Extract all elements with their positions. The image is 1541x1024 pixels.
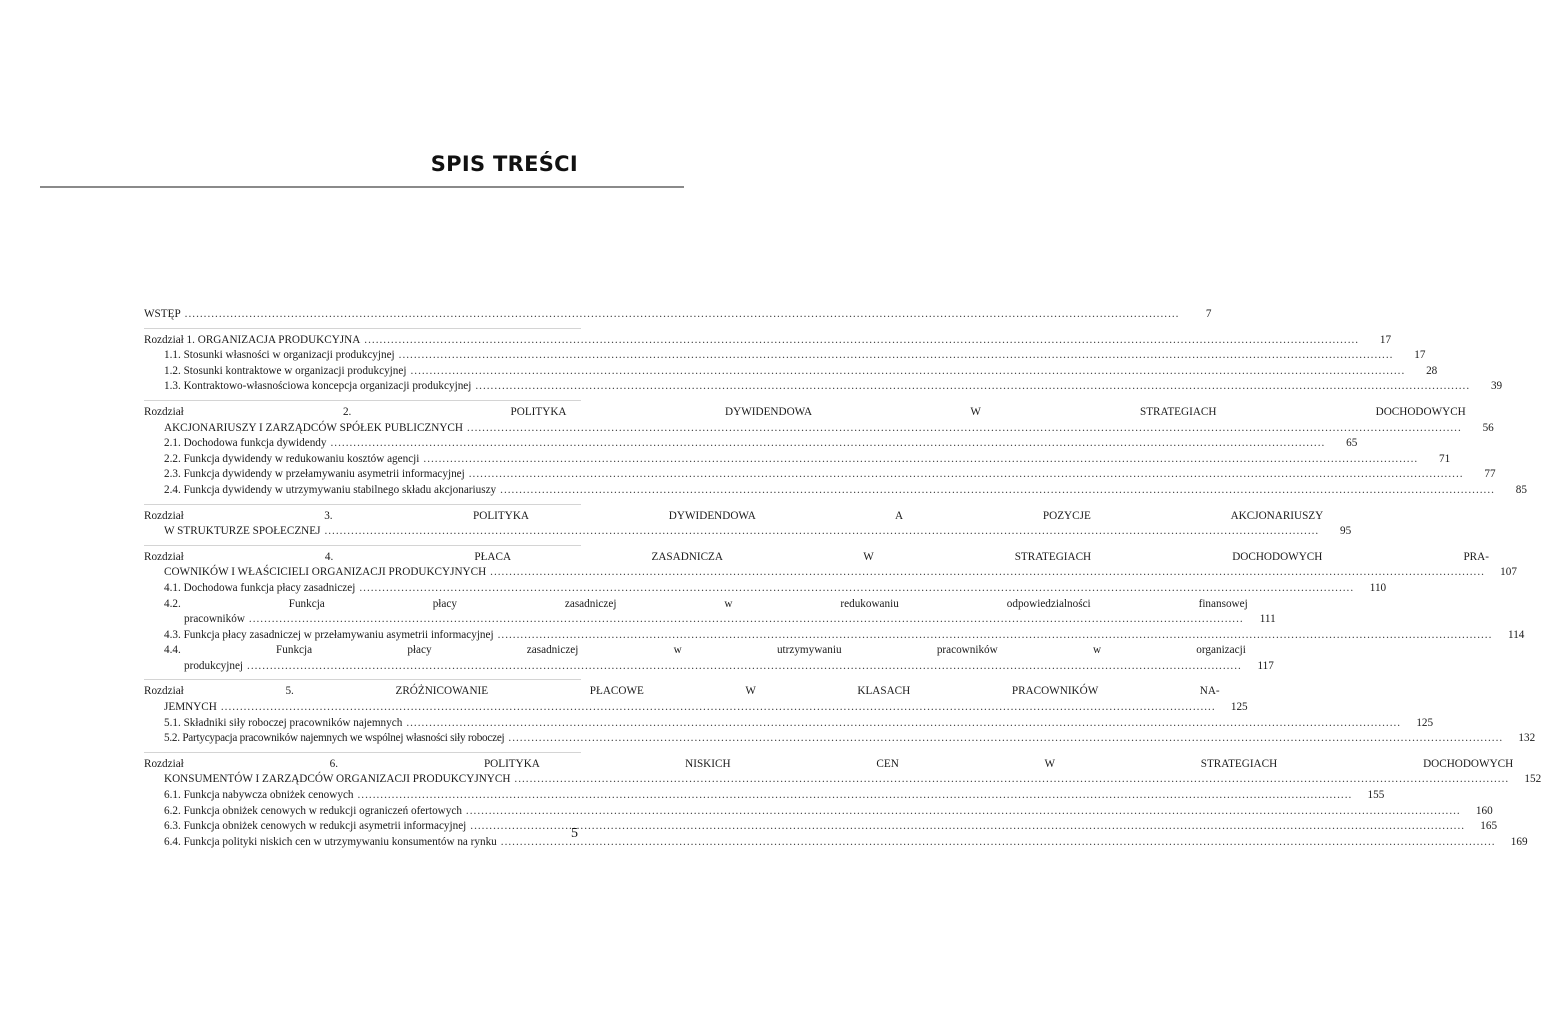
leader-dots bbox=[469, 467, 1464, 483]
leader-dots bbox=[359, 581, 1354, 597]
toc-entry-label: 1.3. Kontraktowo-własnościowa koncepcja organizacji produkcyjnej bbox=[164, 380, 472, 393]
toc-entry-page: 152 bbox=[1524, 773, 1541, 786]
toc-entry-page: 95 bbox=[1340, 525, 1352, 538]
leader-dots bbox=[185, 307, 1180, 323]
toc-entry-label-line-2: W STRUKTURZE SPOŁECZNEJ bbox=[164, 525, 321, 538]
toc-entry-label: 5.1. Składniki siły roboczej pracowników najemnych bbox=[164, 716, 403, 729]
toc-group-chapter-3 bbox=[144, 504, 1352, 540]
leader-dots bbox=[514, 772, 1509, 788]
toc-entry-label-line-2: pracowników bbox=[184, 613, 245, 626]
toc-entry-4-4[interactable] bbox=[144, 643, 1274, 674]
toc-entry-page: 155 bbox=[1367, 789, 1385, 802]
leader-dots bbox=[498, 628, 1493, 644]
toc-entry-label: 1.2. Stosunki kontraktowe w organizacji produkcyjnej bbox=[164, 364, 407, 377]
toc-entry-page: 107 bbox=[1500, 566, 1517, 579]
toc-entry-label-line-2: AKCJONARIUSZY I ZARZĄDCÓW SPÓŁEK PUBLICZNYCH bbox=[164, 421, 463, 434]
leader-dots bbox=[500, 483, 1495, 499]
toc-entry-label-line-2: COWNIKÓW I WŁAŚCICIELI ORGANIZACJI PRODUKCYJNYCH bbox=[164, 566, 487, 579]
toc-group-chapter-4 bbox=[144, 545, 1525, 675]
toc-entry-6-2[interactable] bbox=[144, 804, 1493, 820]
leader-dots bbox=[399, 348, 1394, 364]
title-divider bbox=[40, 186, 684, 188]
toc-entry-4-3[interactable] bbox=[144, 628, 1525, 644]
toc-entry-page: 114 bbox=[1508, 628, 1525, 641]
leader-dots bbox=[475, 379, 1470, 395]
toc-entry-page: 117 bbox=[1257, 659, 1274, 672]
toc-entry-5-2[interactable] bbox=[144, 731, 1536, 747]
leader-dots bbox=[501, 835, 1496, 851]
toc-entry-6-3[interactable] bbox=[144, 819, 1498, 835]
leader-dots bbox=[508, 731, 1503, 747]
toc-group-chapter-6 bbox=[144, 752, 1541, 851]
toc-entry-label-line-2: JEMNYCH bbox=[164, 701, 217, 714]
leader-dots bbox=[467, 421, 1462, 437]
toc-entry-2-3[interactable] bbox=[144, 467, 1496, 483]
toc-entry-page: 71 bbox=[1439, 452, 1451, 465]
toc-group-chapter-2 bbox=[144, 400, 1527, 499]
toc-entry-introduction[interactable] bbox=[144, 307, 1212, 323]
toc-entry-1-3[interactable] bbox=[144, 379, 1503, 395]
leader-dots bbox=[364, 333, 1359, 349]
toc-entry-page: 125 bbox=[1416, 716, 1434, 729]
toc-entry-label-line-1: Rozdział 6. POLITYKA NISKICH CEN W STRATEGIACH DOCHODOWYCH bbox=[144, 757, 1514, 770]
toc-entry-2-2[interactable] bbox=[144, 452, 1451, 468]
toc-group-chapter-1 bbox=[144, 328, 1503, 395]
toc-entry-6-1[interactable] bbox=[144, 788, 1385, 804]
toc-entry-page: 110 bbox=[1369, 581, 1387, 594]
toc-entry-label: 4.1. Dochodowa funkcja płacy zasadniczej bbox=[164, 581, 356, 594]
toc-entry-label: 6.1. Funkcja nabywcza obniżek cenowych bbox=[164, 789, 354, 802]
toc-entry-label-line-1: Rozdział 3. POLITYKA DYWIDENDOWA A POZYCJE AKCJONARIUSZY bbox=[144, 509, 1324, 522]
leader-dots bbox=[490, 565, 1485, 581]
toc-entry-label-line-1: Rozdział 4. PŁACA ZASADNICZA W STRATEGIACH DOCHODOWYCH PRA- bbox=[144, 550, 1489, 563]
toc-entry-chapter-6[interactable] bbox=[144, 757, 1541, 788]
toc-entry-1-2[interactable] bbox=[144, 364, 1438, 380]
toc-group-introduction bbox=[144, 307, 1212, 323]
toc-entry-page: 39 bbox=[1490, 380, 1503, 393]
leader-dots bbox=[406, 716, 1401, 732]
toc-entry-page: 165 bbox=[1480, 820, 1498, 833]
toc-entry-label: 2.3. Funkcja dywidendy w przełamywaniu asymetrii informacyjnej bbox=[164, 468, 465, 481]
toc-entry-label: 5.2. Partycypacja pracowników najemnych we wspólnej własności siły roboczej bbox=[164, 732, 505, 745]
toc-entry-page: 160 bbox=[1475, 804, 1493, 817]
toc-entry-label: Rozdział 1. ORGANIZACJA PRODUKCYJNA bbox=[144, 333, 361, 346]
toc-entry-label: 6.4. Funkcja polityki niskich cen w utrzymywaniu konsumentów na rynku bbox=[164, 835, 497, 848]
toc-entry-label-line-1: Rozdział 5. ZRÓŻNICOWANIE PŁACOWE W KLASACH PRACOWNIKÓW NA- bbox=[144, 685, 1220, 698]
toc-entry-label: 1.1. Stosunki własności w organizacji produkcyjnej bbox=[164, 349, 395, 362]
toc-entry-label: 6.2. Funkcja obniżek cenowych w redukcji ograniczeń ofertowych bbox=[164, 804, 462, 817]
toc-entry-page: 132 bbox=[1518, 732, 1536, 745]
toc-entry-label: 2.2. Funkcja dywidendy w redukowaniu kosztów agencji bbox=[164, 452, 420, 465]
toc-entry-page: 17 bbox=[1379, 333, 1392, 346]
toc-entry-label: 6.3. Funkcja obniżek cenowych w redukcji asymetrii informacyjnej bbox=[164, 820, 467, 833]
leader-dots bbox=[470, 819, 1465, 835]
page-title: SPIS TREŚCI bbox=[430, 152, 578, 176]
toc-entry-label-line-2: KONSUMENTÓW I ZARZĄDCÓW ORGANIZACJI PRODUKCYJNYCH bbox=[164, 773, 511, 786]
toc-entry-2-4[interactable] bbox=[144, 483, 1527, 499]
toc-entry-page: 17 bbox=[1414, 349, 1426, 362]
toc-entry-page: 77 bbox=[1484, 468, 1496, 481]
toc-entry-4-2[interactable] bbox=[144, 597, 1276, 628]
leader-dots bbox=[247, 659, 1242, 675]
toc-entry-6-4[interactable] bbox=[144, 835, 1528, 851]
toc-entry-label-line-1: Rozdział 2. POLITYKA DYWIDENDOWA W STRATEGIACH DOCHODOWYCH bbox=[144, 405, 1466, 418]
leader-dots bbox=[466, 804, 1461, 820]
toc-entry-2-1[interactable] bbox=[144, 436, 1358, 452]
toc-entry-chapter-4[interactable] bbox=[144, 550, 1517, 581]
toc-entry-label: 2.4. Funkcja dywidendy w utrzymywaniu stabilnego składu akcjonariuszy bbox=[164, 483, 497, 496]
toc-entry-1-1[interactable] bbox=[144, 348, 1426, 364]
toc-entry-label: 4.3. Funkcja płacy zasadniczej w przełamywaniu asymetrii informacyjnej bbox=[164, 628, 494, 641]
toc-group-chapter-5 bbox=[144, 679, 1536, 746]
toc-entry-page: 7 bbox=[1205, 308, 1212, 320]
toc-entry-label-line-2: produkcyjnej bbox=[184, 659, 244, 672]
toc-entry-chapter-2[interactable] bbox=[144, 405, 1494, 436]
leader-dots bbox=[221, 700, 1216, 716]
toc-entry-label: WSTĘP bbox=[144, 308, 181, 320]
toc-entry-page: 111 bbox=[1259, 613, 1276, 626]
table-of-contents bbox=[144, 307, 1541, 850]
toc-entry-page: 85 bbox=[1515, 483, 1527, 496]
toc-entry-4-1[interactable] bbox=[144, 581, 1387, 597]
leader-dots bbox=[358, 788, 1353, 804]
leader-dots bbox=[249, 612, 1244, 628]
leader-dots bbox=[324, 524, 1319, 540]
toc-entry-page: 56 bbox=[1482, 421, 1494, 434]
toc-entry-5-1[interactable] bbox=[144, 716, 1434, 732]
toc-entry-label-line-1: 4.4. Funkcja płacy zasadniczej w utrzymywaniu pracowników w organizacji bbox=[164, 644, 1246, 657]
toc-entry-label-line-1: 4.2. Funkcja płacy zasadniczej w redukowaniu odpowiedzialności finansowej bbox=[164, 597, 1248, 610]
toc-entry-chapter-5[interactable] bbox=[144, 684, 1248, 715]
toc-entry-page: 169 bbox=[1510, 835, 1528, 848]
toc-entry-chapter-3[interactable] bbox=[144, 509, 1352, 540]
toc-entry-page: 65 bbox=[1346, 437, 1358, 450]
toc-entry-page: 28 bbox=[1426, 364, 1438, 377]
leader-dots bbox=[331, 436, 1326, 452]
leader-dots bbox=[410, 364, 1405, 380]
leader-dots bbox=[423, 452, 1418, 468]
toc-entry-chapter-1[interactable] bbox=[144, 333, 1392, 349]
toc-entry-label: 2.1. Dochodowa funkcja dywidendy bbox=[164, 437, 327, 450]
page-number: 5 bbox=[571, 826, 578, 841]
toc-entry-page: 125 bbox=[1230, 701, 1248, 714]
